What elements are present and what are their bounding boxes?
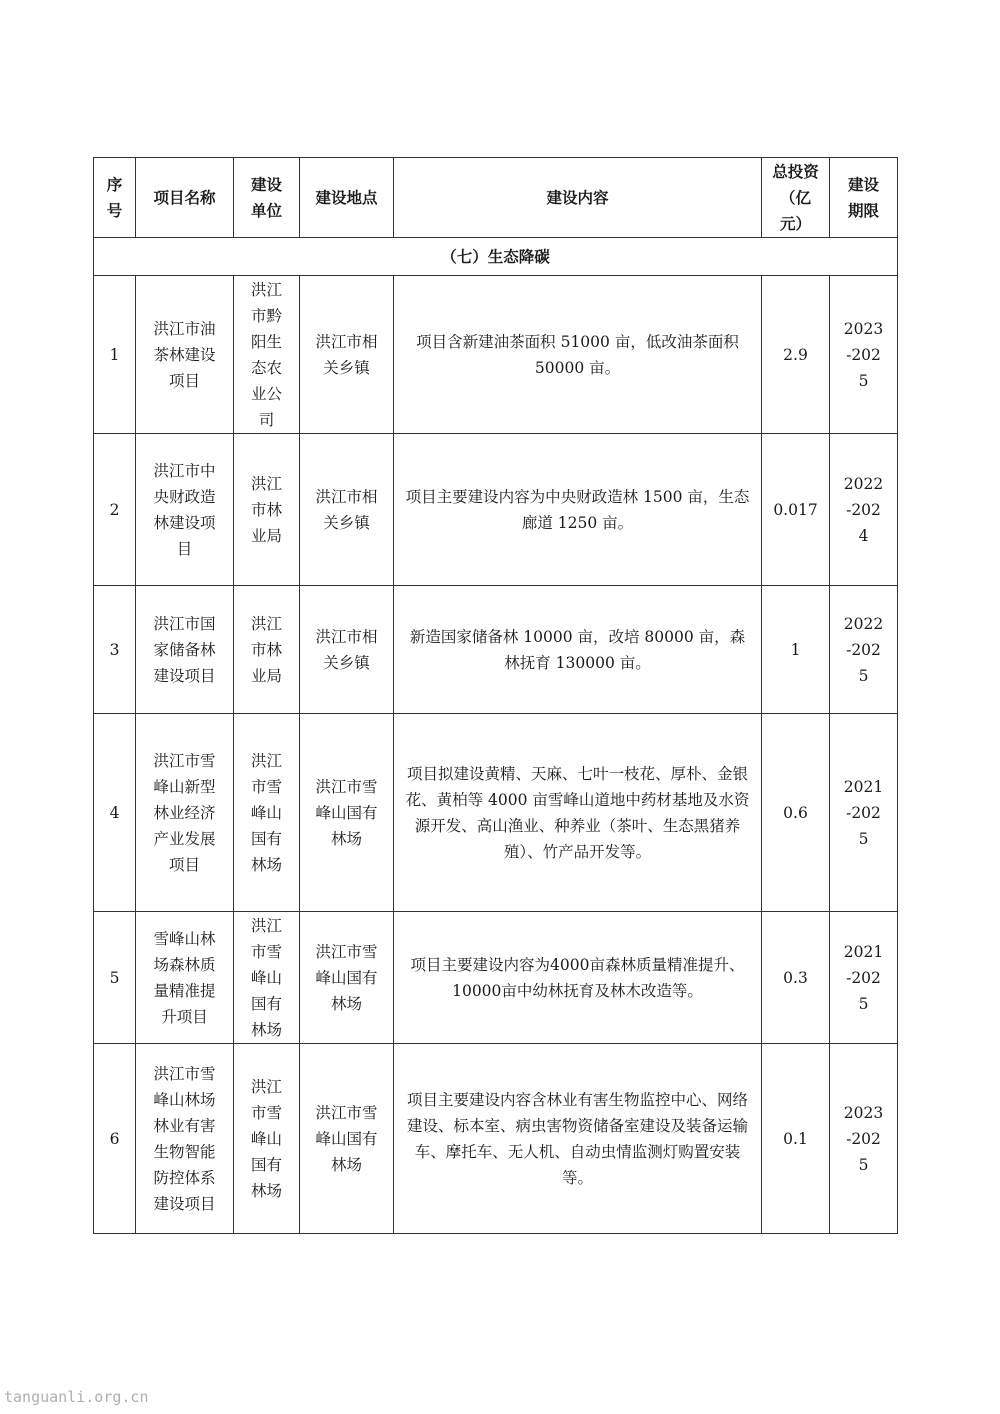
header-period: 建设期限: [830, 158, 898, 238]
cell-period: 2021-2025: [830, 714, 898, 912]
cell-investment: 0.6: [762, 714, 830, 912]
cell-name: 洪江市油茶林建设项目: [136, 276, 234, 434]
project-table: [93, 157, 898, 1234]
cell-period: 2023-2025: [830, 1044, 898, 1234]
cell-content: 项目含新建油茶面积 51000 亩，低改油茶面积 50000 亩。: [394, 276, 762, 434]
cell-no: 6: [94, 1044, 136, 1234]
cell-location: 洪江市相关乡镇: [300, 586, 394, 714]
header-row: [94, 158, 898, 238]
header-investment: 总投资（亿元）: [762, 158, 830, 238]
cell-location: 洪江市雪峰山国有林场: [300, 912, 394, 1044]
cell-investment: 0.1: [762, 1044, 830, 1234]
cell-name: 洪江市中央财政造林建设项目: [136, 434, 234, 586]
cell-no: 3: [94, 586, 136, 714]
cell-no: 5: [94, 912, 136, 1044]
cell-name: 雪峰山林场森林质量精准提升项目: [136, 912, 234, 1044]
header-unit: 建设单位: [234, 158, 300, 238]
cell-period: 2021-2025: [830, 912, 898, 1044]
cell-name: 洪江市雪峰山林场林业有害生物智能防控体系建设项目: [136, 1044, 234, 1234]
cell-investment: 2.9: [762, 276, 830, 434]
header-no: 序号: [94, 158, 136, 238]
header-content: 建设内容: [394, 158, 762, 238]
cell-unit: 洪江市雪峰山国有林场: [234, 1044, 300, 1234]
cell-investment: 1: [762, 586, 830, 714]
cell-name: 洪江市雪峰山新型林业经济产业发展项目: [136, 714, 234, 912]
cell-unit: 洪江市雪峰山国有林场: [234, 912, 300, 1044]
table-row: [94, 1044, 898, 1234]
cell-content: 新造国家储备林 10000 亩，改培 80000 亩，森林抚育 130000 亩。: [394, 586, 762, 714]
header-location: 建设地点: [300, 158, 394, 238]
cell-period: 2022-2025: [830, 586, 898, 714]
cell-unit: 洪江市林业局: [234, 434, 300, 586]
section-title: （七）生态降碳: [94, 238, 898, 276]
cell-no: 1: [94, 276, 136, 434]
table-row: [94, 276, 898, 434]
header-name: 项目名称: [136, 158, 234, 238]
table-row: [94, 714, 898, 912]
site-watermark: tanguanli.org.cn: [4, 1388, 149, 1406]
cell-period: 2022-2024: [830, 434, 898, 586]
cell-unit: 洪江市林业局: [234, 586, 300, 714]
table-row: [94, 912, 898, 1044]
cell-location: 洪江市相关乡镇: [300, 434, 394, 586]
section-row: [94, 238, 898, 276]
cell-content: 项目主要建设内容为中央财政造林 1500 亩，生态廊道 1250 亩。: [394, 434, 762, 586]
cell-name: 洪江市国家储备林建设项目: [136, 586, 234, 714]
cell-location: 洪江市雪峰山国有林场: [300, 714, 394, 912]
cell-no: 2: [94, 434, 136, 586]
cell-period: 2023-2025: [830, 276, 898, 434]
cell-content: 项目主要建设内容为4000亩森林质量精准提升、10000亩中幼林抚育及林木改造等。: [394, 912, 762, 1044]
cell-unit: 洪江市雪峰山国有林场: [234, 714, 300, 912]
cell-location: 洪江市雪峰山国有林场: [300, 1044, 394, 1234]
table-row: [94, 434, 898, 586]
cell-location: 洪江市相关乡镇: [300, 276, 394, 434]
cell-investment: 0.017: [762, 434, 830, 586]
cell-content: 项目主要建设内容含林业有害生物监控中心、网络建设、标本室、病虫害物资储备室建设及装备运输车、摩托车、无人机、自动虫情监测灯购置安装等。: [394, 1044, 762, 1234]
table-row: [94, 586, 898, 714]
cell-content: 项目拟建设黄精、天麻、七叶一枝花、厚朴、金银花、黄柏等 4000 亩雪峰山道地中药材基地及水资源开发、高山渔业、种养业（茶叶、生态黑猪养殖）、竹产品开发等。: [394, 714, 762, 912]
cell-unit: 洪江市黔阳生态农业公司: [234, 276, 300, 434]
cell-investment: 0.3: [762, 912, 830, 1044]
cell-no: 4: [94, 714, 136, 912]
